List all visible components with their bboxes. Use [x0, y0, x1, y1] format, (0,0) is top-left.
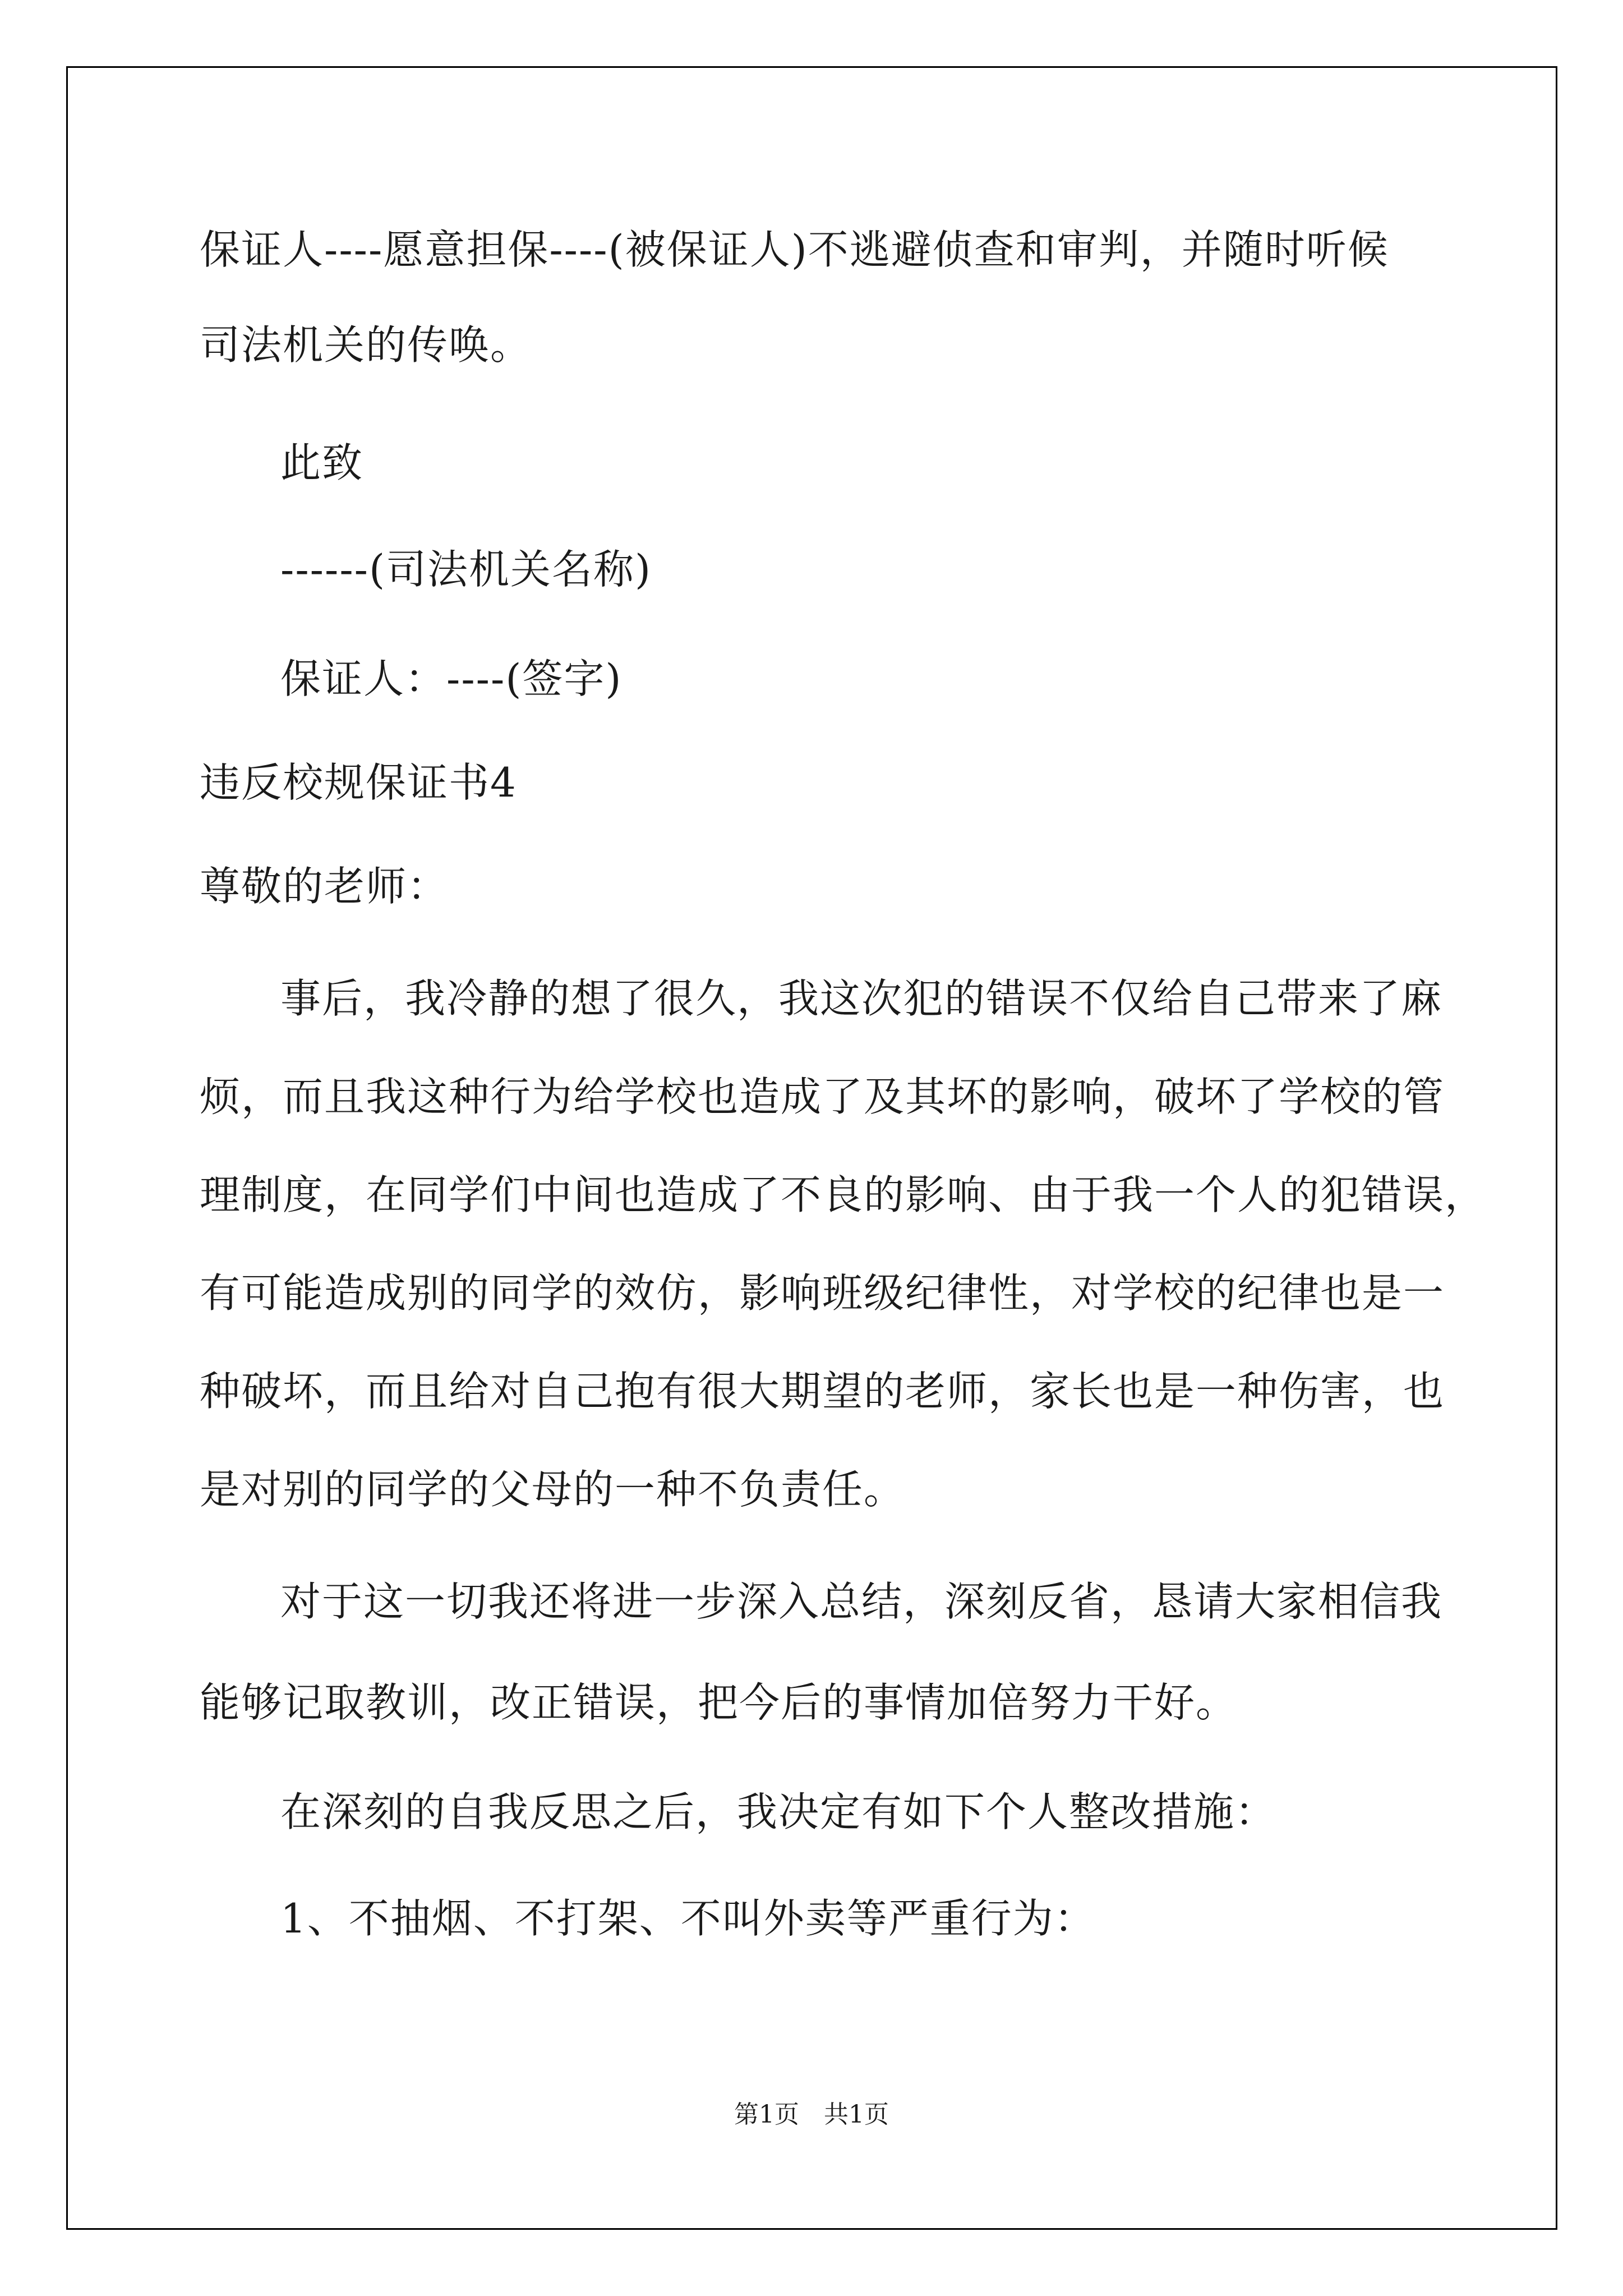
text-line: 种破坏，而且给对自己抱有很大期望的老师，家长也是一种伤害，也 [200, 1368, 1445, 1415]
section-title: 违反校规保证书4 [200, 759, 517, 806]
text-line: 理制度，在同学们中间也造成了不良的影响、由于我一个人的犯错误， [200, 1171, 1487, 1218]
text-line: 能够记取教训，改正错误，把今后的事情加倍努力干好。 [200, 1679, 1238, 1726]
text-line: 司法机关的传唤。 [200, 321, 532, 369]
page-footer: 第1页 共1页 [734, 2100, 889, 2129]
signature-line: 保证人：----(签字) [280, 655, 623, 702]
salutation-line: 此致 [280, 439, 364, 486]
text-line: 有可能造成别的同学的效仿，影响班级纪律性，对学校的纪律也是一 [200, 1269, 1445, 1317]
text-line: 是对别的同学的父母的一种不负责任。 [200, 1466, 906, 1513]
text-line: 在深刻的自我反思之后，我决定有如下个人整改措施： [280, 1788, 1277, 1835]
text-line: 事后，我冷静的想了很久，我这次犯的错误不仅给自己带来了麻 [280, 975, 1443, 1022]
greeting-line: 尊敬的老师： [200, 863, 449, 910]
text-line: 保证人----愿意担保----(被保证人)不逃避侦查和审判，并随时听候 [200, 226, 1389, 273]
text-line: 对于这一切我还将进一步深入总结，深刻反省，恳请大家相信我 [280, 1578, 1443, 1625]
text-line: 烦，而且我这种行为给学校也造成了及其坏的影响，破坏了学校的管 [200, 1073, 1445, 1120]
list-item: 1、不抽烟、不打架、不叫外卖等严重行为： [280, 1895, 1096, 1942]
recipient-line: ------(司法机关名称) [280, 546, 652, 593]
